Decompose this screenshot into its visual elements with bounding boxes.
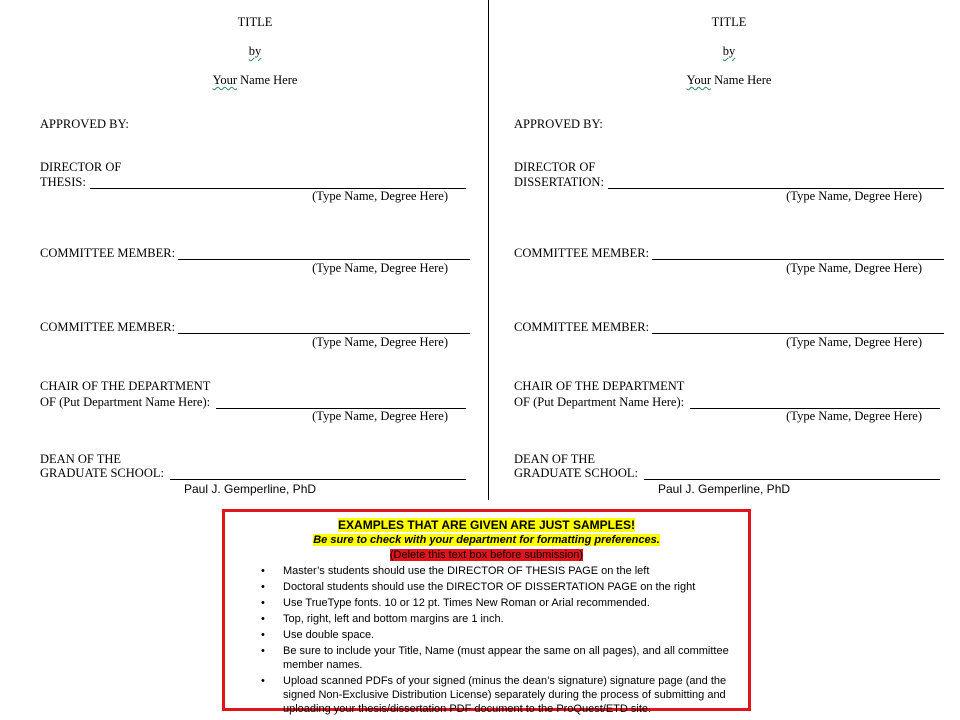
dean-signature-line	[170, 479, 466, 480]
director-type-hint: (Type Name, Degree Here)	[786, 189, 922, 203]
committee-label-1: COMMITTEE MEMBER:	[514, 246, 650, 260]
dean-label-line2: GRADUATE SCHOOL:	[40, 466, 164, 480]
dean-signature-line	[644, 479, 940, 480]
chair-label-line1: CHAIR OF THE DEPARTMENT	[514, 379, 685, 393]
dissertation-signature-page	[514, 0, 954, 500]
committee-label-1: COMMITTEE MEMBER:	[40, 246, 176, 260]
list-item: • Upload scanned PDFs of your signed (minus the dean’s signature) signature page (and the signed Non-Exclusive Distribution License) separately during the process of submitting and uploading your thesis/dissertation PDF document to the ProQuest/ETD site.	[283, 674, 748, 716]
dean-label-line2: GRADUATE SCHOOL:	[514, 466, 638, 480]
chair-label-line1: CHAIR OF THE DEPARTMENT	[40, 379, 211, 393]
delete-box-note: (Delete this text box before submission)	[389, 549, 584, 561]
committee-label-2: COMMITTEE MEMBER:	[40, 320, 176, 334]
dean-label-line1: DEAN OF THE	[514, 452, 596, 466]
dean-label-line1: DEAN OF THE	[40, 452, 122, 466]
director-label-line2: THESIS:	[40, 175, 86, 189]
by-label: by	[722, 44, 736, 58]
instructions-box	[222, 509, 751, 715]
instructions-header	[225, 518, 748, 562]
director-label-line1: DIRECTOR OF	[40, 160, 122, 174]
list-item: • Master’s students should use the DIRECTOR OF THESIS PAGE on the left	[283, 564, 748, 578]
list-item: • Top, right, left and bottom margins are 1 inch.	[283, 612, 748, 626]
chair-label-line2: OF (Put Department Name Here):	[514, 395, 685, 409]
committee-signature-line-2	[178, 333, 470, 334]
committee-type-hint-1: (Type Name, Degree Here)	[312, 261, 448, 275]
dean-name: Paul J. Gemperline, PhD	[183, 482, 317, 496]
director-label-line2: DISSERTATION:	[514, 175, 604, 189]
committee-type-hint-1: (Type Name, Degree Here)	[786, 261, 922, 275]
department-check-note: Be sure to check with your department for formatting preferences.	[313, 534, 660, 546]
committee-signature-line-1	[652, 259, 944, 260]
thesis-signature-page	[40, 0, 480, 500]
approved-by-label: APPROVED BY:	[514, 117, 603, 131]
page-title: TITLE	[237, 15, 273, 29]
committee-type-hint-2: (Type Name, Degree Here)	[312, 335, 448, 349]
committee-signature-line-1	[178, 259, 470, 260]
author-name: Your Name Here	[686, 73, 772, 87]
chair-type-hint: (Type Name, Degree Here)	[312, 409, 448, 423]
list-item: • Use TrueType fonts. 10 or 12 pt. Times New Roman or Arial recommended.	[283, 596, 748, 610]
page-title: TITLE	[711, 15, 747, 29]
list-item: • Use double space.	[283, 628, 748, 642]
by-label: by	[248, 44, 262, 58]
list-item: • Be sure to include your Title, Name (must appear the same on all pages), and all committee member names.	[283, 644, 748, 672]
committee-label-2: COMMITTEE MEMBER:	[514, 320, 650, 334]
list-item: • Doctoral students should use the DIRECTOR OF DISSERTATION PAGE on the right	[283, 580, 748, 594]
approved-by-label: APPROVED BY:	[40, 117, 129, 131]
dean-name: Paul J. Gemperline, PhD	[657, 482, 791, 496]
chair-label-line2: OF (Put Department Name Here):	[40, 395, 211, 409]
page-divider	[488, 0, 489, 500]
committee-type-hint-2: (Type Name, Degree Here)	[786, 335, 922, 349]
samples-warning: EXAMPLES THAT ARE GIVEN ARE JUST SAMPLES!	[338, 518, 635, 532]
committee-signature-line-2	[652, 333, 944, 334]
instructions-list	[225, 564, 748, 716]
director-label-line1: DIRECTOR OF	[514, 160, 596, 174]
chair-type-hint: (Type Name, Degree Here)	[786, 409, 922, 423]
author-name: Your Name Here	[212, 73, 298, 87]
director-type-hint: (Type Name, Degree Here)	[312, 189, 448, 203]
